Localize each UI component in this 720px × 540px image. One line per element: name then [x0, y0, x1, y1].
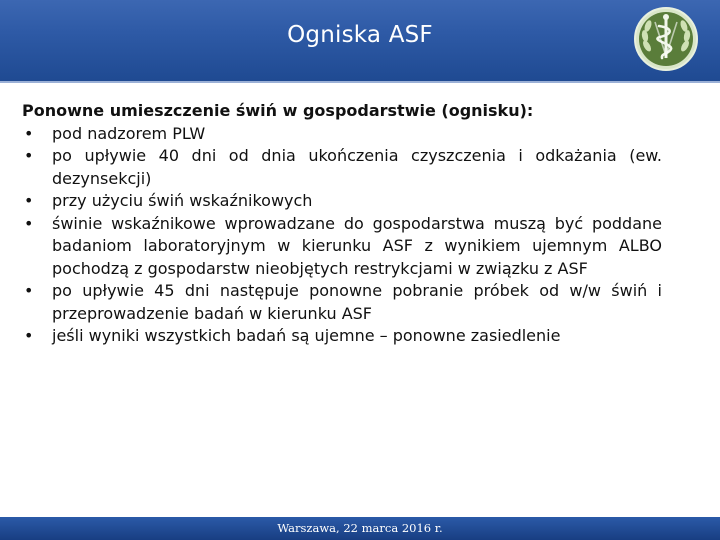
list-item: [22, 123, 662, 146]
bullet-icon: •: [24, 191, 34, 210]
list-item-text: świnie wskaźnikowe wprowadzane do gospodarstwa muszą być poddane badaniom laboratoryjnym w kierunku ASF z wynikiem ujemnym ALBO pochodzą z gospodarstw nieobjętych restrykcjami w związku z ASF: [52, 213, 662, 278]
lead-heading: Ponowne umieszczenie świń w gospodarstwie (ognisku):: [22, 101, 534, 120]
list-item: [22, 145, 662, 190]
list-item: [22, 190, 662, 213]
list-item-text: po upływie 45 dni następuje ponowne pobranie próbek od w/w świń i przeprowadzenie badań w kierunku ASF: [52, 281, 662, 323]
list-item: [22, 280, 662, 325]
bullet-icon: •: [24, 326, 34, 345]
bullet-icon: •: [24, 213, 34, 233]
list-item-text: pod nadzorem PLW: [52, 123, 206, 143]
bullet-icon: •: [24, 123, 34, 143]
list-item-text: przy użyciu świń wskaźnikowych: [52, 191, 313, 210]
bullet-icon: •: [24, 281, 34, 300]
footer-date: Warszawa, 22 marca 2016 r.: [277, 521, 443, 535]
footer-bar: [0, 517, 720, 540]
slide-title: Ogniska ASF: [287, 22, 433, 48]
list-item-text: po upływie 40 dni od dnia ukończenia czyszczenia i odkażania (ew. dezynsekcji): [52, 146, 662, 188]
list-item: [22, 213, 662, 281]
bullet-icon: •: [24, 146, 34, 165]
veterinary-logo-icon: [633, 6, 699, 72]
title-bar: [0, 0, 720, 83]
bullet-list: [22, 123, 662, 348]
slide-body: [22, 100, 662, 348]
list-item-text: jeśli wyniki wszystkich badań są ujemne – ponowne zasiedlenie: [52, 326, 561, 345]
list-item: [22, 325, 662, 348]
